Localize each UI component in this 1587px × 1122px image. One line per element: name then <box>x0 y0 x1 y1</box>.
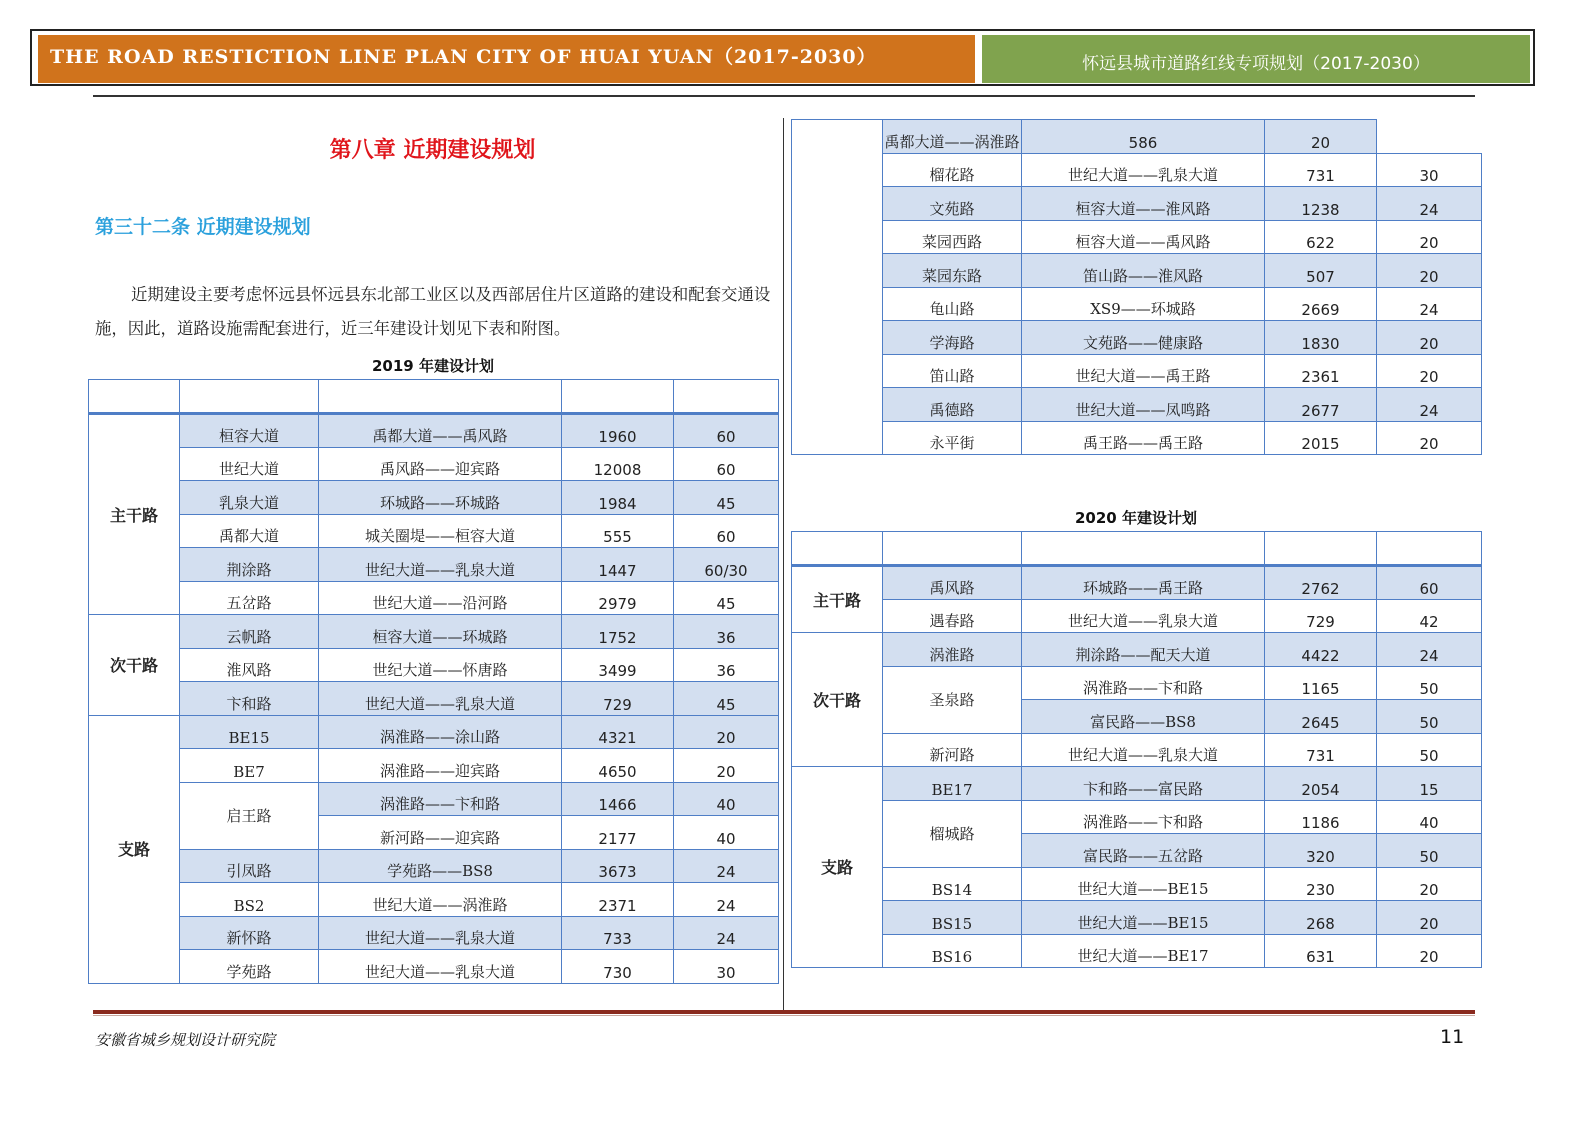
road-name-cell: 学海路 <box>883 321 1022 355</box>
table-row <box>89 950 779 984</box>
table-row <box>89 548 779 582</box>
length-cell: 4321 <box>562 715 674 749</box>
header-cell <box>89 380 180 414</box>
road-section-cell: 禹风路——迎宾路 <box>319 447 562 481</box>
footer-divider <box>93 1010 1475 1014</box>
table-row <box>89 715 779 749</box>
road-section-cell: 世纪大道——乳泉大道 <box>1022 599 1265 633</box>
width-cell: 60/30 <box>674 548 779 582</box>
table-row <box>89 581 779 615</box>
width-cell: 24 <box>674 883 779 917</box>
table-row <box>792 867 1482 901</box>
width-cell: 24 <box>1377 287 1482 321</box>
table-row <box>89 682 779 716</box>
table-row <box>89 749 779 783</box>
table-row <box>792 153 1482 187</box>
category-cell <box>792 120 883 455</box>
width-cell: 40 <box>1377 800 1482 834</box>
category-cell: 支路 <box>792 767 883 968</box>
road-name-cell: 龟山路 <box>883 287 1022 321</box>
category-cell: 主干路 <box>89 414 180 615</box>
width-cell: 20 <box>1377 254 1482 288</box>
road-name-cell: 新河路 <box>883 733 1022 767</box>
road-name-cell: 禹德路 <box>883 388 1022 422</box>
table-header-row <box>89 380 779 414</box>
width-cell: 20 <box>1377 934 1482 968</box>
table-row <box>792 566 1482 600</box>
width-cell: 24 <box>674 849 779 883</box>
road-section-cell: 涡淮路——迎宾路 <box>319 749 562 783</box>
road-section-cell: 世纪大道——BE15 <box>1022 901 1265 935</box>
road-name-cell: 学苑路 <box>180 950 319 984</box>
length-cell: 729 <box>1265 599 1377 633</box>
road-section-cell: 世纪大道——乳泉大道 <box>319 548 562 582</box>
width-cell: 30 <box>674 950 779 984</box>
table-row <box>792 421 1482 455</box>
length-cell: 1447 <box>562 548 674 582</box>
road-section-cell: 桓容大道——环城路 <box>319 615 562 649</box>
width-cell: 50 <box>1377 733 1482 767</box>
length-cell: 12008 <box>562 447 674 481</box>
length-cell: 3499 <box>562 648 674 682</box>
width-cell: 40 <box>674 782 779 816</box>
chapter-title: 第八章 近期建设规划 <box>329 138 536 163</box>
length-cell: 4422 <box>1265 633 1377 667</box>
road-name-cell: 榴花路 <box>883 153 1022 187</box>
road-name-cell: 文苑路 <box>883 187 1022 221</box>
road-name-cell: 新怀路 <box>180 916 319 950</box>
length-cell: 2677 <box>1265 388 1377 422</box>
column-divider <box>783 118 784 1014</box>
table-row <box>792 901 1482 935</box>
width-cell: 42 <box>1377 599 1482 633</box>
road-name-cell: BS16 <box>883 934 1022 968</box>
table-row <box>792 599 1482 633</box>
table-row <box>792 934 1482 968</box>
header-cell <box>1265 532 1377 566</box>
width-cell: 20 <box>1377 220 1482 254</box>
road-name-cell: BE15 <box>180 715 319 749</box>
width-cell: 60 <box>674 414 779 448</box>
length-cell: 2361 <box>1265 354 1377 388</box>
length-cell: 622 <box>1265 220 1377 254</box>
road-name-cell: 启王路 <box>180 782 319 849</box>
category-cell: 支路 <box>89 715 180 983</box>
road-section-cell: 世纪大道——乳泉大道 <box>1022 153 1265 187</box>
table-2020 <box>791 531 1482 968</box>
table-2020-caption: 2020 年建设计划 <box>1075 509 1197 527</box>
length-cell: 507 <box>1265 254 1377 288</box>
width-cell: 20 <box>1377 421 1482 455</box>
road-name-cell: 榴城路 <box>883 800 1022 867</box>
header-cell <box>1022 532 1265 566</box>
table-row <box>792 220 1482 254</box>
length-cell: 2762 <box>1265 566 1377 600</box>
length-cell: 555 <box>562 514 674 548</box>
table-row <box>792 120 1482 154</box>
width-cell: 24 <box>674 916 779 950</box>
width-cell: 30 <box>1377 153 1482 187</box>
width-cell: 24 <box>1377 633 1482 667</box>
table-row <box>89 648 779 682</box>
length-cell: 1466 <box>562 782 674 816</box>
width-cell: 45 <box>674 481 779 515</box>
table-row <box>89 414 779 448</box>
road-section-cell: 涡淮路——卞和路 <box>1022 666 1265 700</box>
road-section-cell: 荆涂路——配天大道 <box>1022 633 1265 667</box>
road-section-cell: XS9——环城路 <box>1022 287 1265 321</box>
table-row <box>792 733 1482 767</box>
road-section-cell: 环城路——禹王路 <box>1022 566 1265 600</box>
table-row <box>792 800 1482 834</box>
table-row <box>792 287 1482 321</box>
road-section-cell: 涡淮路——卞和路 <box>319 782 562 816</box>
width-cell: 60 <box>1377 566 1482 600</box>
table-row <box>89 481 779 515</box>
length-cell: 2669 <box>1265 287 1377 321</box>
width-cell: 20 <box>1265 120 1377 154</box>
road-section-cell: 新河路——迎宾路 <box>319 816 562 850</box>
road-section-cell: 世纪大道——乳泉大道 <box>319 950 562 984</box>
width-cell: 50 <box>1377 834 1482 868</box>
length-cell: 230 <box>1265 867 1377 901</box>
road-name-cell: 云帆路 <box>180 615 319 649</box>
table-row <box>792 354 1482 388</box>
road-section-cell: 富民路——五岔路 <box>1022 834 1265 868</box>
length-cell: 2645 <box>1265 700 1377 734</box>
table-row <box>89 615 779 649</box>
road-name-cell: BS14 <box>883 867 1022 901</box>
table-row <box>792 633 1482 667</box>
road-section-cell: 世纪大道——乳泉大道 <box>319 916 562 950</box>
road-name-cell: 世纪大道 <box>180 447 319 481</box>
length-cell: 631 <box>1265 934 1377 968</box>
road-section-cell: 桓容大道——淮风路 <box>1022 187 1265 221</box>
road-section-cell: 世纪大道——凤鸣路 <box>1022 388 1265 422</box>
road-section-cell: 桓容大道——禹风路 <box>1022 220 1265 254</box>
road-name-cell: BS15 <box>883 901 1022 935</box>
width-cell: 60 <box>674 447 779 481</box>
header-cell <box>883 532 1022 566</box>
header-chinese-title: 怀远县城市道路红线专项规划（2017-2030） <box>982 35 1530 83</box>
road-section-cell: 世纪大道——沿河路 <box>319 581 562 615</box>
width-cell: 15 <box>1377 767 1482 801</box>
width-cell: 20 <box>1377 321 1482 355</box>
road-section-cell: 笛山路——淮风路 <box>1022 254 1265 288</box>
road-name-cell: 禹都大道 <box>180 514 319 548</box>
width-cell: 20 <box>674 715 779 749</box>
width-cell: 24 <box>1377 388 1482 422</box>
road-section-cell: 学苑路——BS8 <box>319 849 562 883</box>
width-cell: 40 <box>674 816 779 850</box>
length-cell: 2371 <box>562 883 674 917</box>
road-name-cell: BE7 <box>180 749 319 783</box>
header-english-title: THE ROAD RESTICTION LINE PLAN CITY OF HUAI YUAN（2017-2030） <box>38 35 975 83</box>
road-name-cell: 涡淮路 <box>883 633 1022 667</box>
length-cell: 268 <box>1265 901 1377 935</box>
road-section-cell: 富民路——BS8 <box>1022 700 1265 734</box>
length-cell: 1960 <box>562 414 674 448</box>
table-2019 <box>88 379 779 984</box>
length-cell: 729 <box>562 682 674 716</box>
length-cell: 4650 <box>562 749 674 783</box>
table-row <box>89 849 779 883</box>
road-section-cell: 世纪大道——怀唐路 <box>319 648 562 682</box>
road-section-cell: 卞和路——富民路 <box>1022 767 1265 801</box>
footer-organization: 安徽省城乡规划设计研究院 <box>95 1031 276 1049</box>
length-cell: 2979 <box>562 581 674 615</box>
road-section-cell: 世纪大道——涡淮路 <box>319 883 562 917</box>
road-section-cell: 世纪大道——禹王路 <box>1022 354 1265 388</box>
length-cell: 1165 <box>1265 666 1377 700</box>
table-row <box>792 666 1482 700</box>
road-section-cell: 禹都大道——禹风路 <box>319 414 562 448</box>
body-paragraph: 近期建设主要考虑怀远县怀远县东北部工业区以及西部居住片区道路的建设和配套交通设施，因此，道路设施需配套进行，近三年建设计划见下表和附图。 <box>95 285 771 338</box>
width-cell: 20 <box>1377 901 1482 935</box>
road-section-cell: 世纪大道——乳泉大道 <box>1022 733 1265 767</box>
header-cell <box>674 380 779 414</box>
header-cell <box>180 380 319 414</box>
table-row <box>89 447 779 481</box>
length-cell: 2177 <box>562 816 674 850</box>
table-row <box>792 321 1482 355</box>
road-section-cell: 禹都大道——涡淮路 <box>883 120 1022 154</box>
road-section-cell: 世纪大道——BE15 <box>1022 867 1265 901</box>
road-name-cell: 永平街 <box>883 421 1022 455</box>
length-cell: 731 <box>1265 733 1377 767</box>
table-row <box>792 767 1482 801</box>
width-cell: 20 <box>1377 354 1482 388</box>
width-cell: 20 <box>674 749 779 783</box>
road-section-cell: 涡淮路——卞和路 <box>1022 800 1265 834</box>
width-cell: 24 <box>1377 187 1482 221</box>
road-name-cell: 五岔路 <box>180 581 319 615</box>
width-cell: 20 <box>1377 867 1482 901</box>
length-cell: 320 <box>1265 834 1377 868</box>
length-cell: 1752 <box>562 615 674 649</box>
length-cell: 2054 <box>1265 767 1377 801</box>
length-cell: 586 <box>1022 120 1265 154</box>
road-name-cell: 荆涂路 <box>180 548 319 582</box>
road-name-cell: 圣泉路 <box>883 666 1022 733</box>
category-cell: 次干路 <box>89 615 180 716</box>
road-name-cell: BS2 <box>180 883 319 917</box>
table-row <box>89 883 779 917</box>
table-2019-caption: 2019 年建设计划 <box>372 357 494 375</box>
road-section-cell: 环城路——环城路 <box>319 481 562 515</box>
road-name-cell: 笛山路 <box>883 354 1022 388</box>
road-section-cell: 禹王路——禹王路 <box>1022 421 1265 455</box>
width-cell: 45 <box>674 682 779 716</box>
road-name-cell: 禹风路 <box>883 566 1022 600</box>
road-name-cell: 菜园东路 <box>883 254 1022 288</box>
road-name-cell: 乳泉大道 <box>180 481 319 515</box>
road-name-cell: 引凤路 <box>180 849 319 883</box>
road-section-cell: 涡淮路——涂山路 <box>319 715 562 749</box>
length-cell: 1984 <box>562 481 674 515</box>
length-cell: 1238 <box>1265 187 1377 221</box>
header-cell <box>562 380 674 414</box>
length-cell: 1186 <box>1265 800 1377 834</box>
table-row <box>89 514 779 548</box>
footer-divider-thin <box>93 1015 1475 1016</box>
header-cell <box>792 532 883 566</box>
width-cell: 45 <box>674 581 779 615</box>
length-cell: 731 <box>1265 153 1377 187</box>
length-cell: 2015 <box>1265 421 1377 455</box>
category-cell: 主干路 <box>792 566 883 633</box>
road-section-cell: 文苑路——健康路 <box>1022 321 1265 355</box>
table-row <box>792 187 1482 221</box>
header-divider <box>93 95 1475 97</box>
width-cell: 36 <box>674 648 779 682</box>
table-2019-continued <box>791 119 1482 455</box>
road-name-cell: 菜园西路 <box>883 220 1022 254</box>
page-number: 11 <box>1440 1026 1465 1048</box>
table-row <box>89 916 779 950</box>
table-row <box>89 782 779 816</box>
road-name-cell: 桓容大道 <box>180 414 319 448</box>
header-cell <box>1377 532 1482 566</box>
table-row <box>792 388 1482 422</box>
road-name-cell: 淮风路 <box>180 648 319 682</box>
road-name-cell: BE17 <box>883 767 1022 801</box>
road-name-cell: 遇春路 <box>883 599 1022 633</box>
article-title: 第三十二条 近期建设规划 <box>95 216 311 238</box>
length-cell: 1830 <box>1265 321 1377 355</box>
table-row <box>792 254 1482 288</box>
road-section-cell: 世纪大道——乳泉大道 <box>319 682 562 716</box>
width-cell: 50 <box>1377 666 1482 700</box>
width-cell: 50 <box>1377 700 1482 734</box>
road-name-cell: 卞和路 <box>180 682 319 716</box>
road-section-cell: 城关圈堤——桓容大道 <box>319 514 562 548</box>
width-cell: 36 <box>674 615 779 649</box>
width-cell: 60 <box>674 514 779 548</box>
road-section-cell: 世纪大道——BE17 <box>1022 934 1265 968</box>
length-cell: 3673 <box>562 849 674 883</box>
header-cell <box>319 380 562 414</box>
length-cell: 730 <box>562 950 674 984</box>
length-cell: 733 <box>562 916 674 950</box>
table-header-row <box>792 532 1482 566</box>
category-cell: 次干路 <box>792 633 883 767</box>
